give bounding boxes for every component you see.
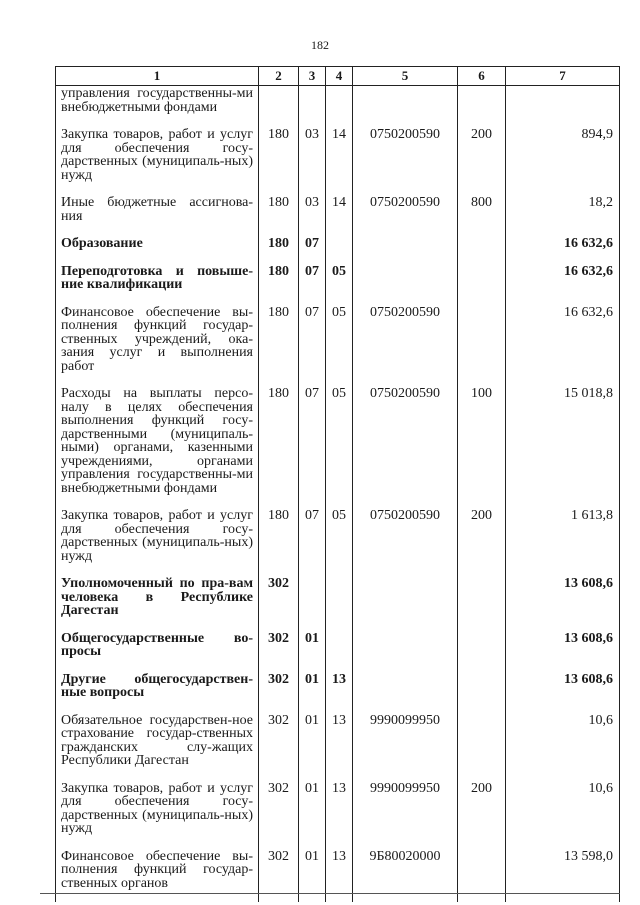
table-row bbox=[56, 86, 620, 127]
row-target-article bbox=[353, 235, 458, 263]
row-ministry-code: 180 bbox=[259, 126, 299, 194]
header-col-7: 7 bbox=[506, 67, 620, 86]
row-section-code: 07 bbox=[299, 304, 326, 386]
row-expense-type bbox=[458, 235, 506, 263]
row-ministry-code: 302 bbox=[259, 780, 299, 848]
row-amount: 1 613,8 bbox=[506, 507, 620, 575]
row-target-article: 0750200590 bbox=[353, 126, 458, 194]
row-subsection-code: 14 bbox=[326, 194, 353, 235]
row-target-article: 9990099950 bbox=[353, 712, 458, 780]
row-name: Образование bbox=[56, 235, 259, 263]
row-section-code: 01 bbox=[299, 712, 326, 780]
table-row bbox=[56, 263, 620, 304]
row-section-code bbox=[299, 575, 326, 630]
header-col-3: 3 bbox=[299, 67, 326, 86]
row-subsection-code: 05 bbox=[326, 385, 353, 507]
row-subsection-code: 13 bbox=[326, 712, 353, 780]
row-name: Другие общегосударствен-ные вопросы bbox=[56, 671, 259, 712]
row-amount: 18,2 bbox=[506, 194, 620, 235]
row-amount: 13 608,6 bbox=[506, 671, 620, 712]
row-subsection-code: 05 bbox=[326, 304, 353, 386]
row-name: Финансовое обеспечение вы-полнения функций государ-ственных органов bbox=[56, 848, 259, 903]
table-row bbox=[56, 304, 620, 386]
row-target-article: 9Б80020000 bbox=[353, 848, 458, 903]
row-amount: 16 632,6 bbox=[506, 304, 620, 386]
row-section-code: 01 bbox=[299, 630, 326, 671]
row-amount: 15 018,8 bbox=[506, 385, 620, 507]
row-ministry-code: 180 bbox=[259, 194, 299, 235]
row-name: Переподготовка и повыше-ние квалификации bbox=[56, 263, 259, 304]
table-row bbox=[56, 575, 620, 630]
row-section-code: 01 bbox=[299, 671, 326, 712]
row-expense-type bbox=[458, 86, 506, 127]
row-subsection-code bbox=[326, 86, 353, 127]
row-name: Закупка товаров, работ и услуг для обеспечения госу-дарственных (муниципаль-ных) нужд bbox=[56, 507, 259, 575]
row-expense-type: 200 bbox=[458, 507, 506, 575]
row-section-code: 01 bbox=[299, 780, 326, 848]
row-ministry-code: 180 bbox=[259, 304, 299, 386]
table-row bbox=[56, 780, 620, 848]
table-row bbox=[56, 712, 620, 780]
row-section-code: 07 bbox=[299, 385, 326, 507]
row-amount: 13 608,6 bbox=[506, 630, 620, 671]
row-name: Финансовое обеспечение вы-полнения функций государ-ственных учреждений, ока-зания услуг и выполнения работ bbox=[56, 304, 259, 386]
row-name: Закупка товаров, работ и услуг для обеспечения госу-дарственных (муниципаль-ных) нужд bbox=[56, 780, 259, 848]
row-expense-type bbox=[458, 304, 506, 386]
row-name: Общегосударственные во-просы bbox=[56, 630, 259, 671]
row-name: Уполномоченный по пра-вам человека в Республике Дагестан bbox=[56, 575, 259, 630]
row-ministry-code: 302 bbox=[259, 630, 299, 671]
row-subsection-code bbox=[326, 575, 353, 630]
row-ministry-code: 180 bbox=[259, 385, 299, 507]
row-name: Расходы на выплаты персо-налу в целях обеспечения выполнения функций госу-дарственными (муниципаль-ными) органами, казенными учреждениями, органами управления государственны-ми внебюджетными фондами bbox=[56, 385, 259, 507]
row-amount: 16 632,6 bbox=[506, 263, 620, 304]
row-ministry-code: 302 bbox=[259, 575, 299, 630]
row-target-article bbox=[353, 263, 458, 304]
row-target-article: 0750200590 bbox=[353, 385, 458, 507]
row-ministry-code: 302 bbox=[259, 848, 299, 903]
row-amount bbox=[506, 86, 620, 127]
row-section-code: 03 bbox=[299, 126, 326, 194]
row-section-code: 01 bbox=[299, 848, 326, 903]
header-col-5: 5 bbox=[353, 67, 458, 86]
row-target-article: 0750200590 bbox=[353, 304, 458, 386]
row-subsection-code bbox=[326, 630, 353, 671]
row-expense-type: 100 bbox=[458, 385, 506, 507]
row-ministry-code: 180 bbox=[259, 235, 299, 263]
row-expense-type: 200 bbox=[458, 126, 506, 194]
row-ministry-code: 180 bbox=[259, 263, 299, 304]
row-target-article: 0750200590 bbox=[353, 507, 458, 575]
page-number: 182 bbox=[311, 38, 329, 52]
row-section-code: 07 bbox=[299, 263, 326, 304]
row-subsection-code bbox=[326, 235, 353, 263]
table-row bbox=[56, 194, 620, 235]
row-target-article bbox=[353, 671, 458, 712]
header-col-1: 1 bbox=[56, 67, 259, 86]
row-section-code bbox=[299, 86, 326, 127]
table-row bbox=[56, 630, 620, 671]
header-col-6: 6 bbox=[458, 67, 506, 86]
row-amount: 10,6 bbox=[506, 780, 620, 848]
row-ministry-code: 302 bbox=[259, 712, 299, 780]
row-expense-type bbox=[458, 712, 506, 780]
row-section-code: 07 bbox=[299, 507, 326, 575]
row-name: управления государственны-ми внебюджетными фондами bbox=[56, 86, 259, 127]
row-target-article: 0750200590 bbox=[353, 194, 458, 235]
page-bottom-divider bbox=[40, 893, 620, 894]
row-expense-type bbox=[458, 630, 506, 671]
row-target-article: 9990099950 bbox=[353, 780, 458, 848]
row-name: Обязательное государствен-ное страхование государ-ственных гражданских слу-жащих Республики Дагестан bbox=[56, 712, 259, 780]
table-row bbox=[56, 385, 620, 507]
row-ministry-code bbox=[259, 86, 299, 127]
table-row bbox=[56, 235, 620, 263]
row-target-article bbox=[353, 630, 458, 671]
row-target-article bbox=[353, 86, 458, 127]
row-expense-type: 800 bbox=[458, 194, 506, 235]
table-row bbox=[56, 671, 620, 712]
row-amount: 13 598,0 bbox=[506, 848, 620, 903]
row-name: Иные бюджетные ассигнова-ния bbox=[56, 194, 259, 235]
row-subsection-code: 05 bbox=[326, 263, 353, 304]
row-amount: 10,6 bbox=[506, 712, 620, 780]
row-section-code: 03 bbox=[299, 194, 326, 235]
row-amount: 16 632,6 bbox=[506, 235, 620, 263]
row-subsection-code: 13 bbox=[326, 780, 353, 848]
row-target-article bbox=[353, 575, 458, 630]
header-col-4: 4 bbox=[326, 67, 353, 86]
row-expense-type: 200 bbox=[458, 780, 506, 848]
table-row bbox=[56, 126, 620, 194]
table-body bbox=[56, 86, 620, 903]
row-expense-type bbox=[458, 575, 506, 630]
row-subsection-code: 13 bbox=[326, 848, 353, 903]
row-ministry-code: 302 bbox=[259, 671, 299, 712]
row-name: Закупка товаров, работ и услуг для обеспечения госу-дарственных (муниципаль-ных) нужд bbox=[56, 126, 259, 194]
row-ministry-code: 180 bbox=[259, 507, 299, 575]
row-subsection-code: 13 bbox=[326, 671, 353, 712]
row-expense-type bbox=[458, 671, 506, 712]
row-amount: 894,9 bbox=[506, 126, 620, 194]
header-col-2: 2 bbox=[259, 67, 299, 86]
row-subsection-code: 05 bbox=[326, 507, 353, 575]
row-section-code: 07 bbox=[299, 235, 326, 263]
table-header-row bbox=[56, 67, 620, 86]
table-row bbox=[56, 507, 620, 575]
row-expense-type bbox=[458, 263, 506, 304]
row-amount: 13 608,6 bbox=[506, 575, 620, 630]
budget-table bbox=[55, 66, 620, 902]
row-subsection-code: 14 bbox=[326, 126, 353, 194]
